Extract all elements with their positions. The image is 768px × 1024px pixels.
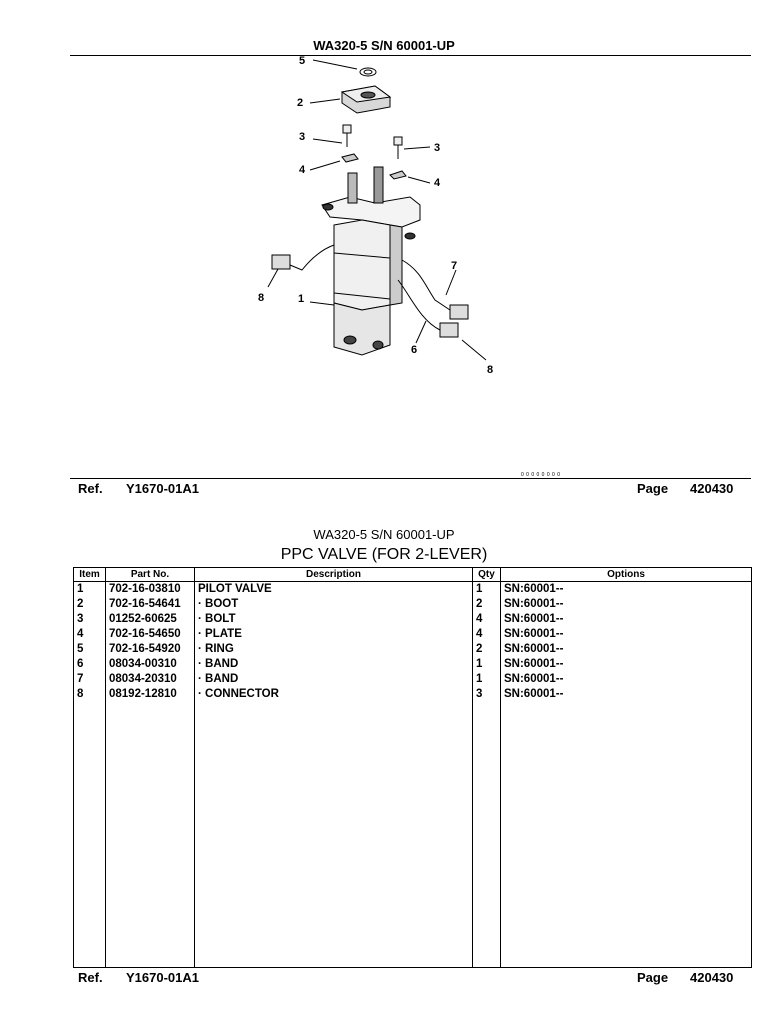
page-label-top: Page [637, 481, 669, 496]
row-part-no: 702-16-03810 [106, 582, 195, 598]
row-part-no: 702-16-54650 [106, 627, 195, 642]
ref-label-bottom: Ref. [78, 970, 103, 985]
callout-5: 5 [299, 55, 306, 67]
row-options: SN:60001-- [501, 657, 752, 672]
row-qty: 1 [473, 657, 501, 672]
callout-2: 2 [297, 97, 304, 109]
col-options: Options [501, 568, 752, 582]
row-description: · CONNECTOR [195, 687, 473, 702]
row-options: SN:60001-- [501, 687, 752, 702]
ref-value-bottom: Y1670-01A1 [126, 970, 199, 985]
parts-page-title: PPC VALVE (FOR 2-LEVER) [280, 546, 488, 563]
row-options: SN:60001-- [501, 612, 752, 627]
row-part-no: 08192-12810 [106, 687, 195, 702]
row-part-no: 08034-00310 [106, 657, 195, 672]
callout-8a: 8 [258, 292, 265, 304]
parts-model-title: WA320-5 S/N 60001-UP [313, 527, 455, 542]
row-options: SN:60001-- [501, 582, 752, 598]
row-description: · BAND [195, 657, 473, 672]
callout-1: 1 [298, 293, 305, 305]
row-description: · BAND [195, 672, 473, 687]
table-filler-row [74, 702, 752, 968]
callout-3b: 3 [434, 142, 441, 154]
table-row [74, 642, 752, 657]
row-description: PILOT VALVE [195, 582, 473, 598]
callout-8b: 8 [487, 364, 494, 376]
row-options: SN:60001-- [501, 672, 752, 687]
table-row [74, 582, 752, 598]
row-item: 8 [74, 687, 106, 702]
row-qty: 4 [473, 612, 501, 627]
row-description: · BOLT [195, 612, 473, 627]
row-qty: 2 [473, 642, 501, 657]
parts-table [73, 567, 752, 968]
parts-table-header [74, 568, 752, 582]
col-item: Item [74, 568, 106, 582]
row-description: · PLATE [195, 627, 473, 642]
row-description: · BOOT [195, 597, 473, 612]
table-row [74, 687, 752, 702]
drawing-number: 0 0 0 0 0 0 0 0 [521, 472, 561, 478]
row-part-no: 01252-60625 [106, 612, 195, 627]
col-part-no: Part No. [106, 568, 195, 582]
row-qty: 3 [473, 687, 501, 702]
row-item: 1 [74, 582, 106, 598]
row-description: · RING [195, 642, 473, 657]
callout-3a: 3 [299, 131, 306, 143]
col-description: Description [195, 568, 473, 582]
col-qty: Qty [473, 568, 501, 582]
row-item: 2 [74, 597, 106, 612]
row-qty: 2 [473, 597, 501, 612]
table-row [74, 627, 752, 642]
row-options: SN:60001-- [501, 642, 752, 657]
page-value-top: 420430 [690, 481, 734, 496]
row-qty: 1 [473, 582, 501, 598]
callout-4a: 4 [299, 164, 306, 176]
table-row [74, 597, 752, 612]
ppc-valve-exploded-drawing [250, 55, 510, 385]
row-item: 3 [74, 612, 106, 627]
ref-label-top: Ref. [78, 481, 103, 496]
callout-7: 7 [451, 260, 458, 272]
callout-6: 6 [411, 344, 418, 356]
row-part-no: 702-16-54920 [106, 642, 195, 657]
row-item: 6 [74, 657, 106, 672]
row-item: 5 [74, 642, 106, 657]
row-item: 4 [74, 627, 106, 642]
row-part-no: 08034-20310 [106, 672, 195, 687]
row-options: SN:60001-- [501, 627, 752, 642]
row-qty: 1 [473, 672, 501, 687]
ref-value-top: Y1670-01A1 [126, 481, 199, 496]
table-row [74, 672, 752, 687]
table-row [74, 612, 752, 627]
table-row [74, 657, 752, 672]
page-value-bottom: 420430 [690, 970, 734, 985]
row-qty: 4 [473, 627, 501, 642]
callout-4b: 4 [434, 177, 441, 189]
row-item: 7 [74, 672, 106, 687]
header-model-title: WA320-5 S/N 60001-UP [313, 38, 455, 53]
page-label-bottom: Page [637, 970, 669, 985]
footer-top-rule [70, 478, 751, 479]
row-options: SN:60001-- [501, 597, 752, 612]
row-part-no: 702-16-54641 [106, 597, 195, 612]
